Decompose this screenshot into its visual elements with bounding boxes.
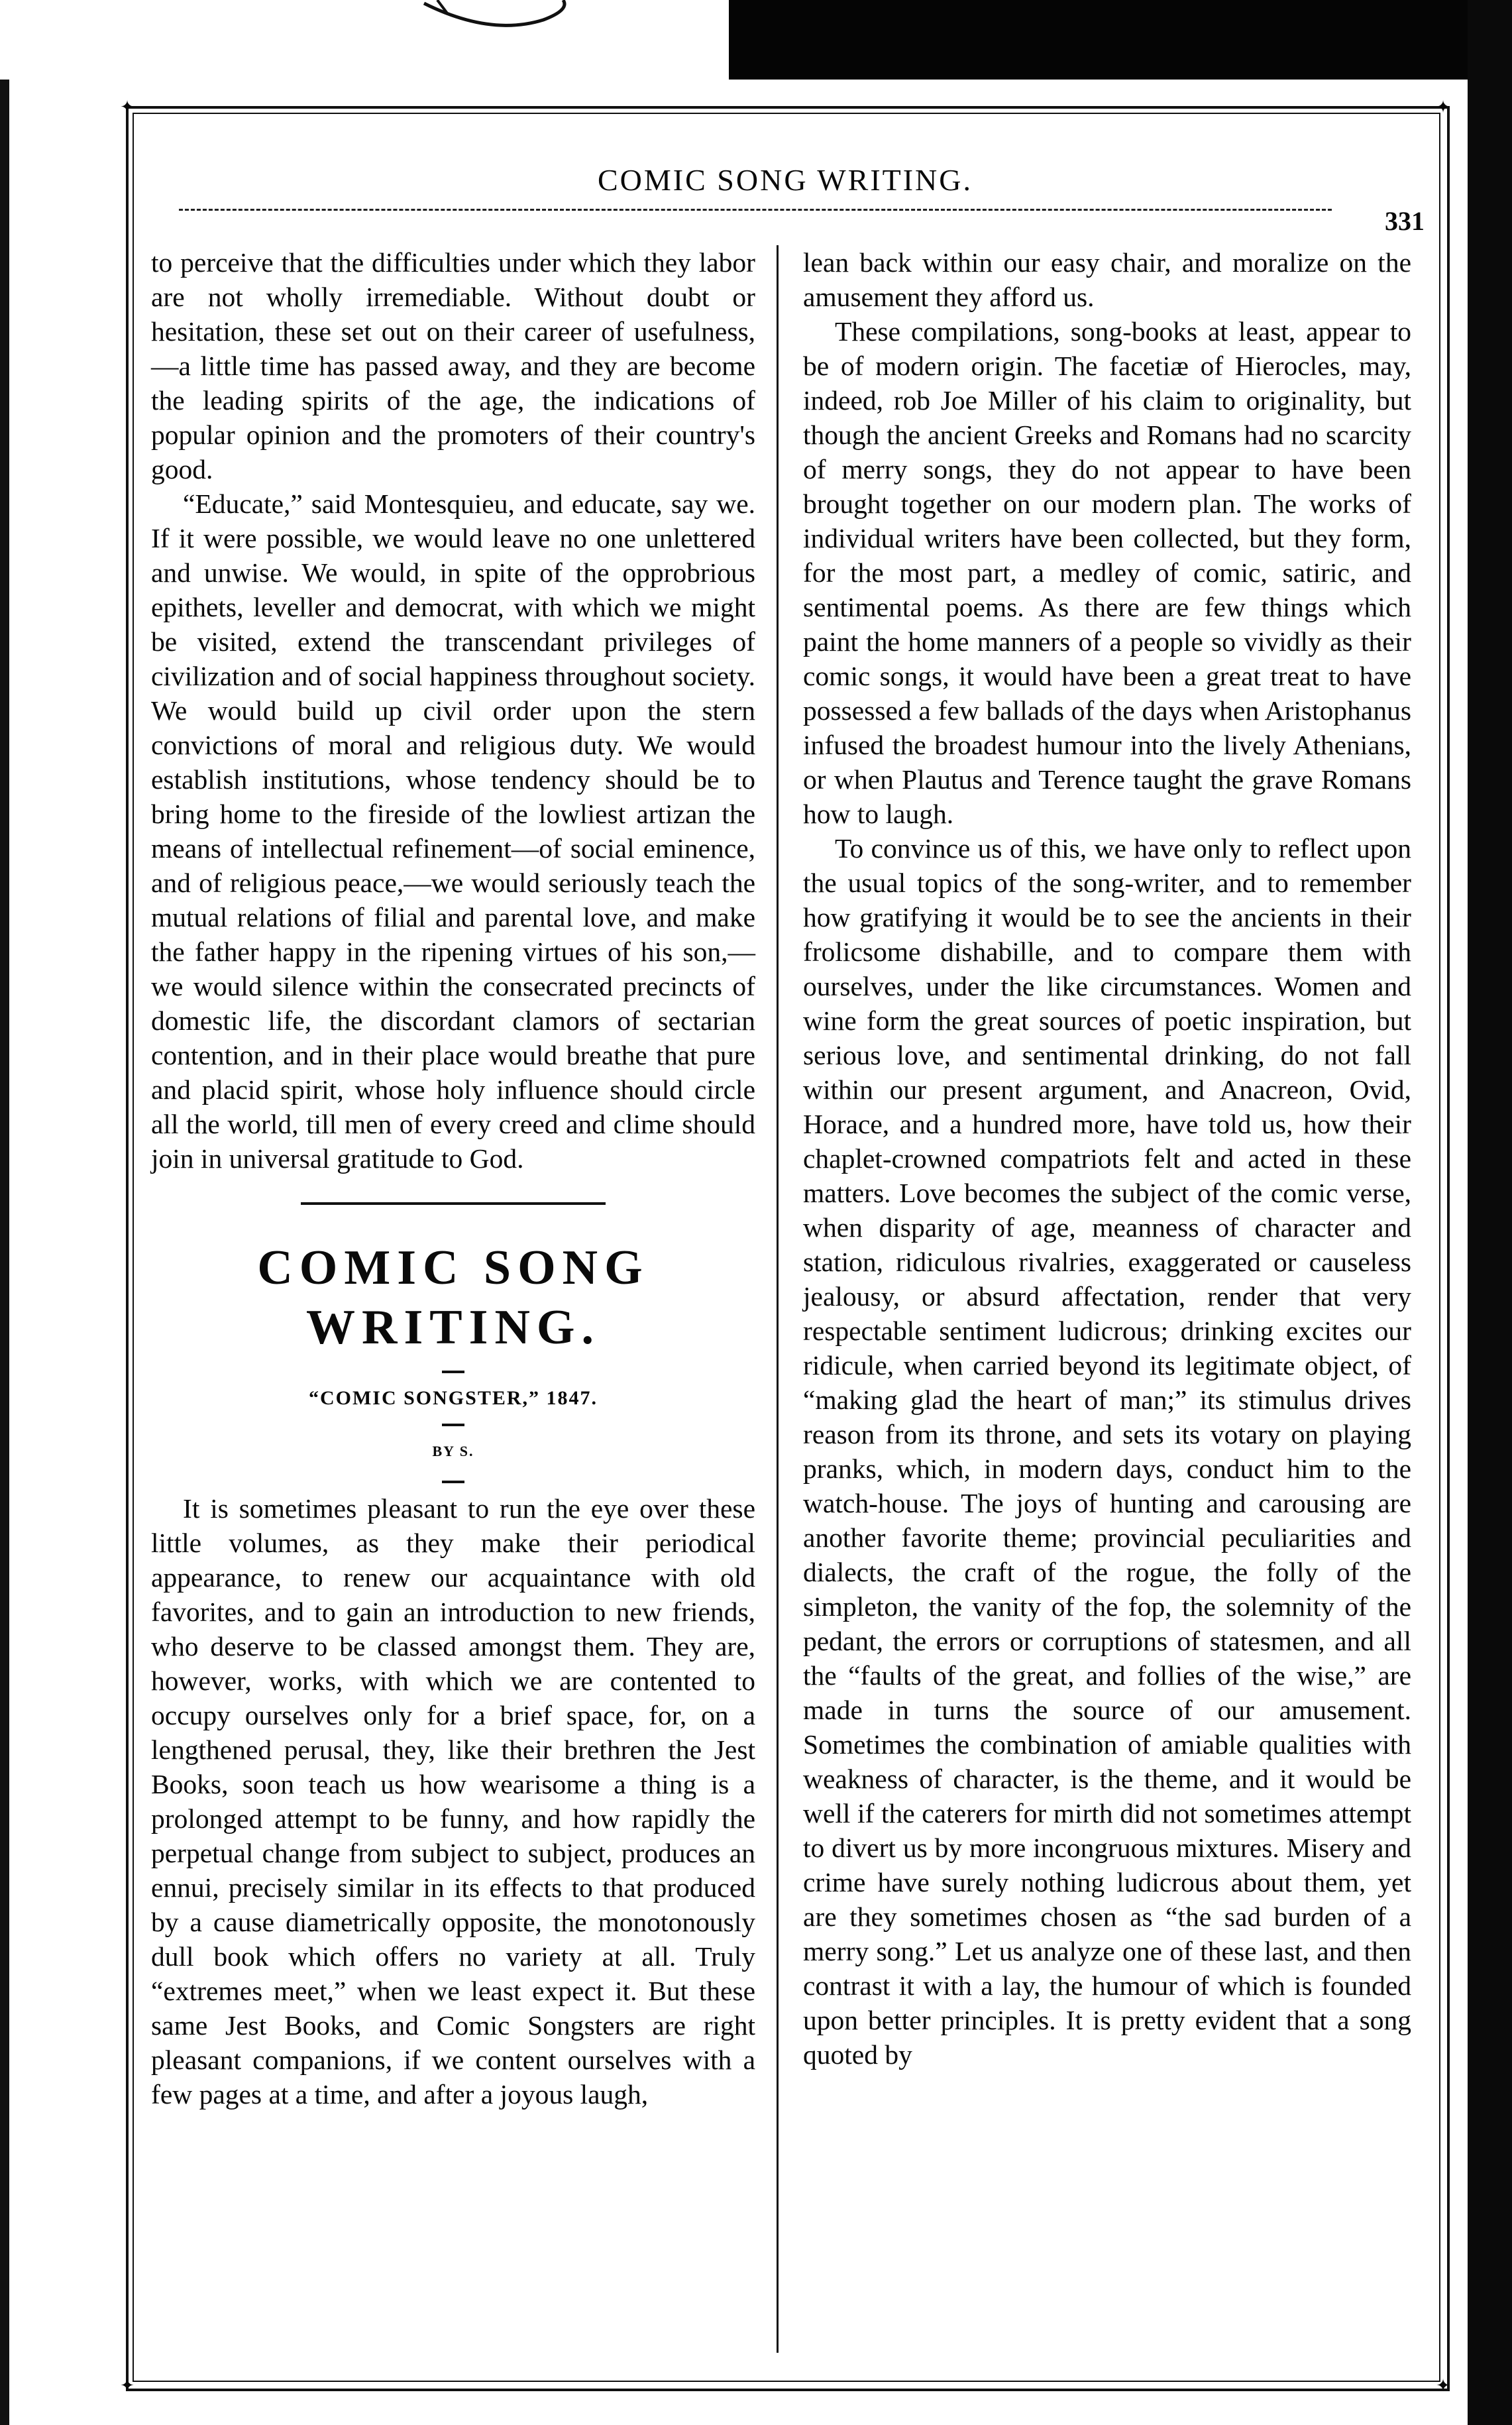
article-author: BY S. [432,1443,474,1459]
section-divider-rule [301,1202,606,1205]
corner-ornament-icon: ✦ [1436,97,1450,117]
title-dash [442,1371,464,1373]
column-divider [777,245,779,2353]
right-column [803,245,1411,2072]
running-head: COMIC SONG WRITING. [598,163,973,197]
pencil-mark [411,0,583,40]
left-column [151,245,755,2112]
corner-ornament-icon: ✦ [120,97,135,117]
right-paragraph-compilations: These compilations, song-books at least, appear to be of modern origin. The facetiæ of Hierocles, may, indeed, rob Joe Miller of his claim to originality, but though the ancient Greeks and Romans had no scarcity of merry songs, they do not appear to have been brought together on our modern plan. The works of individual writers have been collected, but they form, for the most part, a medley of comic, satiric, and sentimental poems. As there are few things which paint the home manners of a people so vividly as their comic songs, it would have been a great treat to have possessed a few ballads of the days when Aristophanus infused the broadest humour into the lively Athenians, or when Plautus and Terence taught the grave Romans how to laugh. [803,316,1411,829]
page-number: 331 [1385,206,1425,236]
left-paragraph-educate: “Educate,” said Montesquieu, and educate, say we. If it were possible, we would leave no one unlettered and unwise. We would, in spite of the opprobrious epithets, leveller and democrat, with which we might be visited, extend the transcendant privileges of civilization and of social happiness throughout society. We would build up civil order upon the stern convictions of moral and religious duty. We would establish institutions, whose tendency should be to bring home to the fireside of the lowliest artizan the means of intellectual refinement—of social eminence, and of religious peace,—we would seriously teach the mutual relations of filial and parental love, and make the father happy in the ripening virtues of his son,—we would silence within the consecrated precincts of domestic life, the discordant clamors of sectarian contention, and in their place would breathe that pure and placid spirit, whose holy influence should circle all the world, till men of every creed and clime should join in universal gratitude to God. [151,488,755,1174]
subtitle-dash [442,1424,464,1426]
running-head-rule [179,209,1332,215]
scan-shadow-right [1468,0,1512,2425]
right-paragraph-convince: To convince us of this, we have only to reflect upon the usual topics of the song-writer, and to remember how gratifying it would be to see the ancients in their frolicsome dishabille, and to compare them with ourselves, under the like circumstances. Women and wine form the great sources of poetic inspiration, but serious love, and sentimental drinking, do not fall within our present argument, and Anacreon, Ovid, Horace, and a hundred more, have told us, how their chaplet-crowned compatriots felt and acted in these matters. Love becomes the subject of the comic verse, when disparity of age, meanness of character and station, ridiculous rivalries, exaggerated or causeless jealousy, or absurd affectation, render that very respectable sentiment ludicrous; drinking excites our ridicule, when carried beyond its legitimate object, of “making glad the heart of man;” its stimulus drives reason from its throne, and sets its votary on playing pranks, which, in modern days, conduct him to the watch-house. The joys of hunting and carousing are another favorite theme; provincial peculiarities and dialects, the craft of the rogue, the folly of the simpleton, the vanity of the fop, the solemnity of the pedant, the errors or corruptions of statesmen, and all the “faults of the great, and follies of the wise,” are made in turns the source of our amusement. Sometimes the combination of amiable qualities with weakness of character, is the theme, and it would be well if the caterers for mirth did not sometimes attempt to divert us by more incongruous mixtures. Misery and crime have surely nothing ludicrous about them, yet are they sometimes chosen as “the sad burden of a merry song.” Let us analyze one of these last, and then contrast it with a lay, the humour of which is founded upon better principles. It is pretty evident that a song quoted by [803,833,1411,2070]
scan-edge-left [0,80,9,2425]
article-opening-paragraph: It is sometimes pleasant to run the eye over these little volumes, as they make their periodical appearance, to renew our acquaintance with old favorites, and to gain an introduction to new friends, who deserve to be classed amongst them. They are, however, works, with which we are contented to occupy ourselves only for a brief space, for, on a lengthened perusal, they, like their brethren the Jest Books, soon teach us how wearisome a thing is a prolonged attempt to be funny, and how rapidly the perpetual change from subject to subject, produces an ennui, precisely similar in its effects to that produced by a cause diametrically opposite, the monotonously dull book which offers no variety at all. Truly “extremes meet,” when we least expect it. But these same Jest Books, and Comic Songsters are right pleasant companions, if we content ourselves with a few pages at a time, and after a joyous laugh, [151,1493,755,2110]
scan-shadow-top [729,0,1512,80]
corner-ornament-icon: ✦ [1436,2376,1450,2395]
corner-ornament-icon: ✦ [120,2376,135,2395]
left-paragraph-continued: to perceive that the difficulties under which they labor are not wholly irremediable. Without doubt or hesitation, these set out on their career of usefulness,—a little time has passed away, and they are become the leading spirits of the age, the indications of popular opinion and the promoters of their country's good. [151,247,755,484]
author-dash [442,1481,464,1483]
article-subtitle: “COMIC SONGSTER,” 1847. [308,1387,598,1409]
right-paragraph-continued: lean back within our easy chair, and moralize on the amusement they afford us. [803,247,1411,312]
article-title: COMIC SONG WRITING. [257,1241,649,1355]
